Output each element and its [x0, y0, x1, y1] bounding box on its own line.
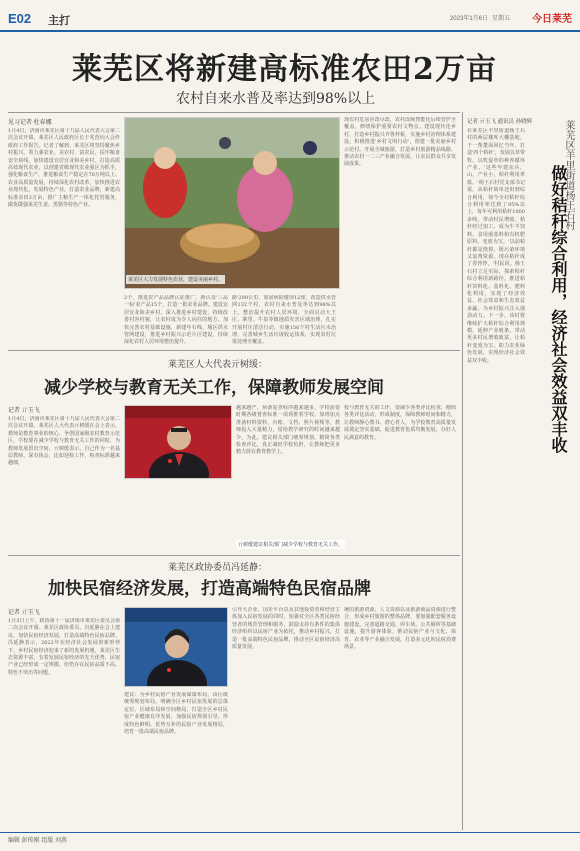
story2-headline: 减少学校与教育无关工作，保障教师发展空间 [44, 378, 384, 398]
story3-text-col4: 统的旅游资源，人文资源以及旅游商品资源进行整合，形成乡村旅游的整体品牌。要加强配套服务设施建设，完善道路交通、停车场、公共厕所等基础设施，提升游客体验，推动民宿产业与文化、体育、农业等产业融合发展，打造多元化的民宿消费场景。 [344, 607, 456, 651]
divider [8, 112, 460, 113]
story3-kicker: 莱芜区政协委员冯延静： [168, 563, 268, 573]
story3-headline: 加快民宿经济发展，打造高端特色民宿品牌 [48, 579, 371, 599]
footer-rule [0, 832, 580, 833]
right-byline: 记者 亓玉飞 通讯员 孙晓辉 [467, 119, 533, 125]
right-text: 在莱芜区羊里街道杨王石村的两层楼库大棚基地，干一帮董面回忆当年，打造'四个秸秆'，发展以草带牧、以牧促草的种养循环产业。'这些年建东兵，山，产业小，秸秆利用率低。'杨王石村党支部书记说，从秸秆简单还田到综合利用，如今全村秸秆综合利用率达到了95%以上，每年可利用秸秆1000多吨，带动村民增收。秸秆经过加工，成为牛羊饲料、食用菌基料和有机肥原料，变废为宝。'以前秸秆都是烧掉，既污染环境又浪费资源，现在秸秆成了香饽饽。'村民说。杨王石村立足实际，探索秸秆综合利用新路径，推进秸秆饲料化、基料化、肥料化利用，实现了经济效益、社会效益和生态效益多赢，为乡村振兴注入强劲动力。下一步，该村将继续扩大秸秆综合利用规模，延伸产业链条，带动更多村民增收致富，让秸秆变废为宝，助力农业绿色发展，实现经济社会效益双丰收。 [467, 128, 525, 364]
lead-byline: 见习记者 杜春娜 [8, 120, 52, 126]
story2-kicker: 莱芜区人大代表亓树缓： [168, 360, 268, 370]
story2-byline: 记者 亓玉飞 [8, 408, 40, 414]
story3-byline: 记者 亓玉飞 [8, 610, 40, 616]
lead-text-col4: 现农村危房应改尽改，农村改厕智能化后续管护全覆盖，修缮保护重要农村文物点。建设现代化乡村，打造乡村振兴齐鲁样板，实施乡村治理体系建设，积极推进'乡村文明行动'，创建一批美丽乡村示范村。开展全域旅游，打造乡村旅游精品线路，推动农村一二三产业融合发展，让农民群众共享发展成果。 [344, 117, 456, 168]
column-divider [462, 112, 463, 830]
footer-editor: 编辑 彭传刚 组版 刘燕 [8, 838, 68, 844]
lead-photo-caption: 莱芜区大力发展特色农业，建设美丽乡村。 [128, 277, 224, 283]
story3-photo [124, 607, 228, 687]
issue-weekday: 星期五 [491, 16, 510, 22]
story2-text-col2: 越来越严，预备复查程序越来越多，学校需要时期各级督查标准一项项推着学校，加班加点准备材料资料，台账、文档、照片视频等，教师投入大量精力，留给教学研究的时间越来越少。为此，建议相关部门统筹规划，精简各类检查评比，真正减轻学校负担，让教师把更多精力放在教育教学上。 [236, 405, 340, 456]
story2-text-col1: 1月4日，济南市莱芜区第十九届人民代表大会第二次会议开幕。莱芜区人大代表亓树缓在会上表示，教师是教育事业的核心，争创国家级农村教育示范区，学校要在减少学校与教育无关工作的同时，为教师发展留出空间。亓树缓表示，自己作为一名基层教师，深有体会，比如迎检工作，检查标准越来越细， [8, 416, 120, 467]
page-header [0, 0, 580, 32]
story3-text-col3: 引导大企业、国企平台以及其他投资者和经营主体加入民宿发展的同时，加强对全区各类民宿经营者的规范管理和服务，鼓励支持有条件的集体经济组织以民宿产业为依托，推动乡村振兴，打造一批高端特色民宿品牌，推动全区民宿经济高质量发展。 [232, 607, 340, 651]
story3-text-col1: 1月3日上午，政协第十一届济南市莱芜区委员会第二次会议开幕。莱芜区政协委员、冯延静在会上建议，加快民宿经济发展，打造高端特色民宿品牌。冯延静表示，2022年在经济社会发展的新形势下，乡村民宿经济迎来了新的发展机遇，莱芜区生态资源丰富，有着发展民宿经济的先天优势，民宿产业已经形成一定规模，但仍存在民宿品质不高、特色不突出等问题。 [8, 618, 120, 676]
page-number: E02 [8, 11, 32, 26]
story3-text-col2: 建议：为乡村民宿产业发展谋篇布局，由区级统筹规划布局，明确全区乡村民宿发展的总体定位、区域布局和空间格局，打造全区乡村民宿产业健康有序发展，加强民宿规划引导，形成特色鲜明、优势互补的民宿产业发展格局，培育一批高端民宿品牌。 [124, 692, 228, 736]
divider [8, 350, 460, 351]
section-name: 主打 [48, 15, 70, 27]
issue-date: 2023年1月6日 [449, 16, 488, 22]
lead-text-col2: 2个，推进农产品品牌认证推广，新认证'三品一标'农产品15个，打造一批农业品牌。建设宜居宜业和美乡村，深入推进乡村建设，持续改善村容村貌，让农村成为令人向往的地方。加快完善农村基础设施，新建年石线、城区供水管网建设，推进乡村振兴示范片区建设，持续深化农村人居环境整治提升。 [124, 295, 228, 345]
lead-photo [124, 117, 340, 289]
lead-text-col1: 1月4日，济南市莱芜区第十九届人民代表大会第二次会议开幕。莱芜区人民政府区长于兆营向大会作政府工作报告。记者了解到，莱芜区将坚持聚焦乡村振兴，着力强农业、美农村、富农民，扶牢粮食安全底线，加快建设宜居宜业和美乡村。打造高质高效现代农业，以创建省级现代农业强区为抓手，强化粮食生产，推进粮食生产稳定在70万吨以上。农业高质量发展，持续深化农村改革，加快推进农业现代化，发展特色产业，打造农业品牌，新建高标准农田2万亩，推广主粮生产一体化托管服务，做优做强莱芜生姜、黑猪等特色产业。 [8, 128, 120, 209]
divider [8, 555, 460, 556]
lead-headline: 莱芜区将新建高标准农田2万亩 [72, 52, 497, 87]
story2-text-col3: 校与教育无关的工作，要减少各类评比检查，精简各类评比活动，形成制度，保障教师时间和精力，让教师静心教书、潜心育人，为学校教育高质量发展奠定坚实基础，促进教育优质均衡发展，办好人民满意的教育。 [344, 405, 456, 441]
lead-subhead: 农村自来水普及率达到98%以上 [176, 91, 376, 107]
story2-photo-caption: 亓树缓建议相关部门减少学校与教育无关工作。 [238, 542, 344, 548]
story2-photo [124, 405, 232, 479]
masthead-logo: 今日莱芜 [532, 14, 572, 25]
right-title: 做好秸秆综合利用，经济社会效益双丰收 [549, 165, 568, 453]
right-kicker: 莱芜区羊里街道杨王石村 [563, 120, 574, 230]
lead-text-col3: 路'200公里，加固病险塘坝12座，改造供水管网132个村，农村自来水普及率达到98%以上，整治提升农村人居环境，全面启动大王庄、寨里、牛泉等镇地质灾害区域治理，扎实开展村庄清洁行动，实施156个村生活污水治理，完善城乡生活垃圾收运体系，实现农村垃圾处理全覆盖。 [232, 295, 336, 345]
